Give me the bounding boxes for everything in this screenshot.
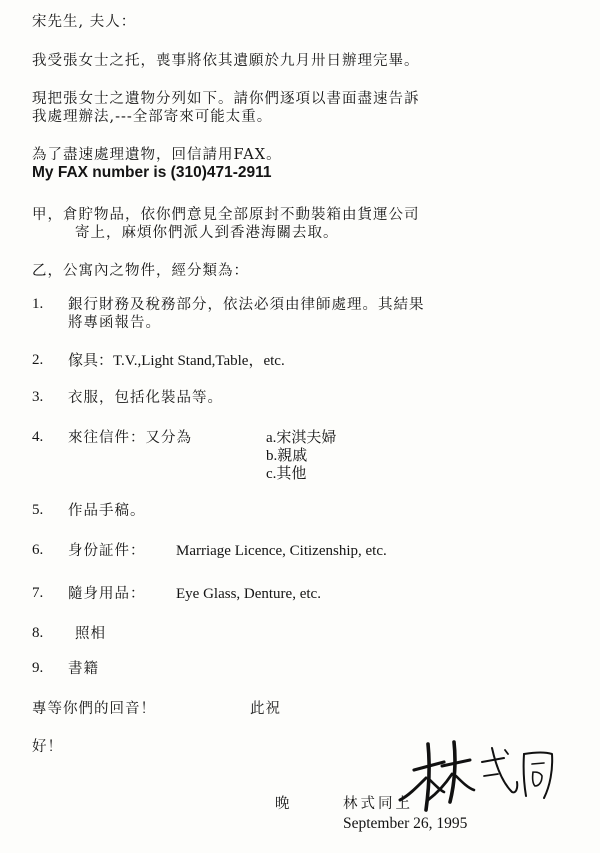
- item-6-text: 身份証件：: [68, 543, 146, 559]
- closing-line-1: 專等你們的回音！: [32, 701, 156, 717]
- closing-wish: 此祝: [250, 701, 281, 717]
- item-number: 2.: [32, 352, 44, 368]
- item-4-text: 來往信件：又分為: [68, 430, 192, 446]
- paragraph-2-line-1: 現把張女士之遺物分列如下。請你們逐項以書面盡速告訴: [32, 91, 420, 107]
- item-3-text: 衣服，包括化裝品等。: [68, 390, 223, 406]
- item-4-sub-b: b.親戚: [266, 448, 308, 464]
- salutation: 宋先生, 夫人：: [32, 14, 137, 30]
- item-5-text: 作品手稿。: [68, 503, 146, 519]
- closing-line-2: 好！: [32, 739, 63, 755]
- item-8-text: 照相: [75, 626, 106, 642]
- item-number: 6.: [32, 542, 44, 558]
- paragraph-1: 我受張女士之托，喪事將依其遺願於九月卅日辦理完畢。: [32, 53, 420, 69]
- item-1-line-2: 將專函報告。: [68, 315, 161, 331]
- item-number: 5.: [32, 502, 44, 518]
- item-6-latin: Marriage Licence, Citizenship, etc.: [176, 543, 387, 559]
- item-9-text: 書籍: [68, 661, 99, 677]
- item-number: 7.: [32, 585, 44, 601]
- item-4-sub-c: c.其他: [266, 466, 307, 482]
- item-4-sub-a: a.宋淇夫婦: [266, 430, 337, 446]
- sender-prefix: 晚: [275, 796, 291, 812]
- item-number: 8.: [32, 625, 44, 641]
- section-b-heading: 乙，公寓內之物件，經分類為：: [32, 263, 249, 279]
- item-number: 4.: [32, 429, 44, 445]
- sender-name: 林式同上: [343, 796, 413, 812]
- item-number: 3.: [32, 389, 44, 405]
- handwritten-signature: [392, 730, 562, 820]
- paragraph-3: 為了盡速處理遺物，回信請用FAX。: [32, 147, 282, 163]
- item-number: 9.: [32, 660, 44, 676]
- paragraph-2-line-2: 我處理辦法,---全部寄來可能太重。: [32, 109, 273, 125]
- section-a-line-1: 甲，倉貯物品，依你們意見全部原封不動裝箱由貨運公司: [32, 207, 420, 223]
- item-7-text: 隨身用品：: [68, 586, 146, 602]
- fax-number-line: My FAX number is (310)471-2911: [32, 164, 272, 181]
- section-a-line-2: 寄上，麻煩你們派人到香港海關去取。: [75, 225, 339, 241]
- item-number: 1.: [32, 296, 44, 312]
- item-1-line-1: 銀行財務及稅務部分，依法必須由律師處理。其結果: [68, 297, 425, 313]
- letter-date: September 26, 1995: [343, 815, 468, 832]
- item-7-latin: Eye Glass, Denture, etc.: [176, 586, 321, 602]
- item-2-text: 傢具：T.V.,Light Stand,Table，etc.: [68, 353, 285, 369]
